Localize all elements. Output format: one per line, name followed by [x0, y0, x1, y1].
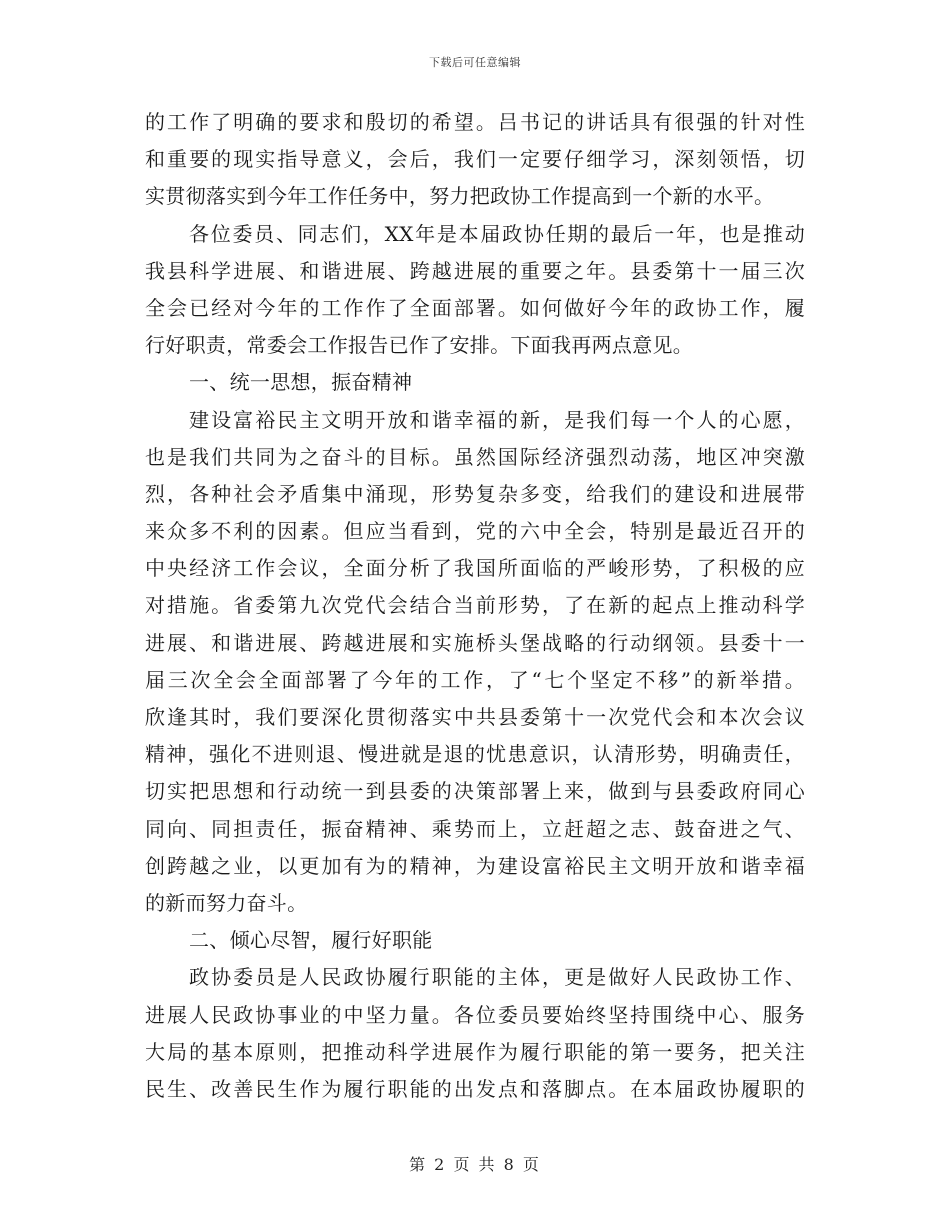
page-footer: 第 2 页 共 8 页 — [409, 1155, 541, 1174]
text-line: 政协委员是人民政协履行职能的主体，更是做好人民政协工作、 — [189, 965, 805, 990]
text-line: 对措施。省委第九次党代会结合当前形势，了在新的起点上推动科学 — [145, 593, 805, 618]
text-line: 各位委员、同志们，XX年是本届政协任期的最后一年，也是推动 — [189, 221, 805, 246]
text-line: 也是我们共同为之奋斗的目标。虽然国际经济强烈动荡，地区冲突激 — [145, 444, 805, 469]
text-line: 进展、和谐进展、跨越进展和实施桥头堡战略的行动纲领。县委十一 — [145, 630, 805, 655]
text-line: 来众多不利的因素。但应当看到，党的六中全会，特别是最近召开的 — [145, 519, 805, 544]
text-line: 同向、同担责任，振奋精神、乘势而上，立赶超之志、鼓奋进之气、 — [145, 816, 805, 841]
text-line: 全会已经对今年的工作作了全面部署。如何做好今年的政协工作，履 — [145, 295, 805, 320]
text-line: 的工作了明确的要求和殷切的希望。吕书记的讲话具有很强的针对性 — [145, 110, 805, 134]
text-line: 精神，强化不进则退、慢进就是退的忧患意识，认清形势，明确责任， — [145, 742, 805, 767]
text-line: 二、倾心尽智，履行好职能 — [189, 928, 433, 953]
text-line: 进展人民政协事业的中坚力量。各位委员要始终坚持围绕中心、服务 — [145, 1002, 805, 1027]
text-line: 欣逢其时，我们要深化贯彻落实中共县委第十一次党代会和本次会议 — [145, 705, 805, 729]
text-line: 行好职责，常委会工作报告已作了安排。下面我再两点意见。 — [145, 333, 694, 358]
text-line: 民生、改善民生作为履行职能的出发点和落脚点。在本届政协履职的 — [145, 1076, 805, 1101]
text-line: 一、统一思想，振奋精神 — [189, 370, 413, 395]
text-line: 建设富裕民主文明开放和谐幸福的新，是我们每一个人的心愿， — [189, 407, 805, 432]
text-line: 我县科学进展、和谐进展、跨越进展的重要之年。县委第十一届三次 — [145, 258, 805, 283]
text-line: 大局的基本原则，把推动科学进展作为履行职能的第一要务，把关注 — [145, 1039, 805, 1064]
text-line: 中央经济工作会议，全面分析了我国所面临的严峻形势，了积极的应 — [145, 556, 805, 581]
text-line: 烈，各种社会矛盾集中涌现，形势复杂多变，给我们的建设和进展带 — [145, 481, 805, 506]
text-line: 创跨越之业，以更加有为的精神，为建设富裕民主文明开放和谐幸福 — [145, 853, 805, 878]
text-line: 切实把思想和行动统一到县委的决策部署上来，做到与县委政府同心 — [145, 779, 805, 804]
page-header: 下载后可任意编辑 — [429, 56, 521, 69]
text-line: 届三次全会全面部署了今年的工作，了“七个坚定不移”的新举措。 — [145, 667, 805, 692]
text-line: 实贯彻落实到今年工作任务中，努力把政协工作提高到一个新的水平。 — [145, 184, 775, 209]
text-line: 的新而努力奋斗。 — [145, 890, 308, 915]
document-body — [145, 104, 805, 1108]
text-line: 和重要的现实指导意义，会后，我们一定要仔细学习，深刻领悟，切 — [145, 147, 805, 172]
